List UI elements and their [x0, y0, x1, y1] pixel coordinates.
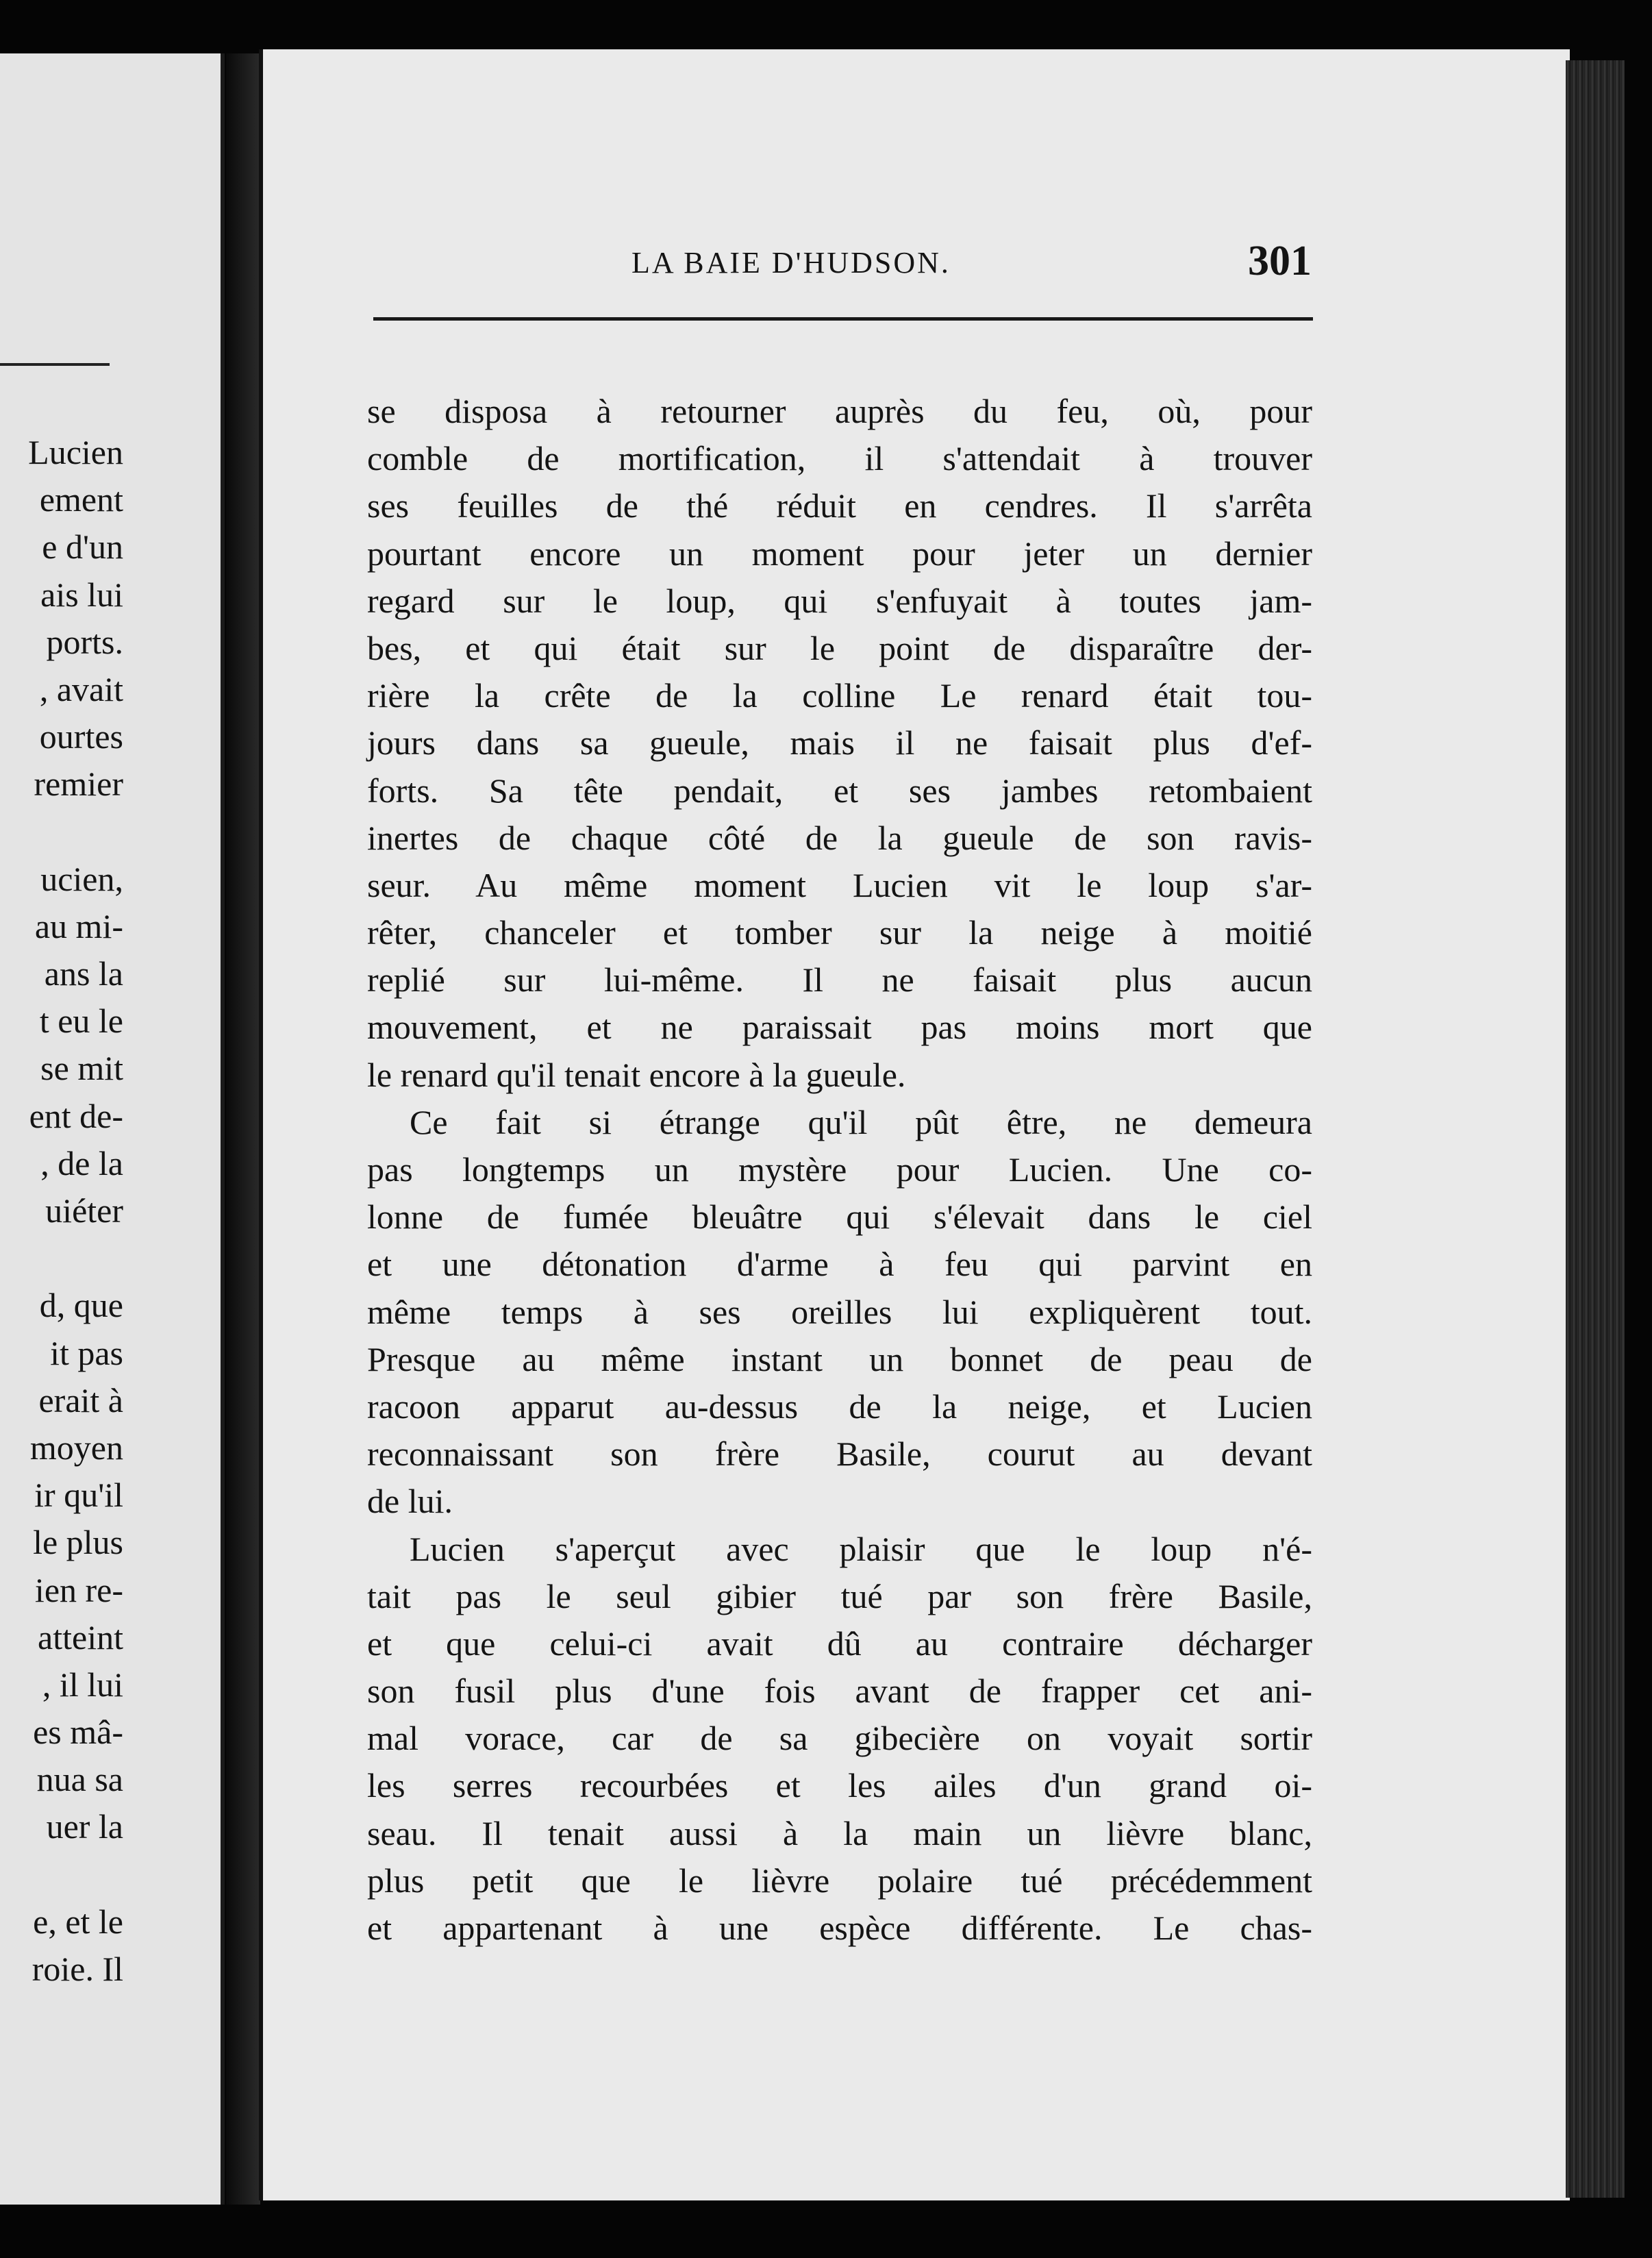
facing-line: ent de- [29, 1096, 123, 1135]
facing-page-fragment [0, 53, 225, 2205]
facing-line: , de la [40, 1143, 123, 1182]
facing-page-rule [0, 363, 110, 366]
facing-line: atteint [38, 1617, 123, 1657]
facing-line: t eu le [39, 1002, 123, 1041]
text-line: les serres recourbées et les ailes d'un grand oi- [367, 1766, 1312, 1805]
text-line: se disposa à retourner auprès du feu, où, pour [367, 392, 1312, 430]
facing-line: au mi- [34, 906, 123, 945]
facing-line: ement [39, 480, 123, 519]
facing-line: d, que [39, 1286, 123, 1325]
text-line: pourtant encore un moment pour jeter un dernier [367, 534, 1312, 573]
running-title: LA BAIE D'HUDSON. [631, 246, 951, 280]
text-line: comble de mortification, il s'attendait à trouver [367, 439, 1312, 478]
facing-line: roie. Il [32, 1950, 123, 1988]
facing-line: ans la [44, 954, 123, 993]
facing-line: ien re- [34, 1570, 123, 1609]
facing-line: Lucien [28, 433, 123, 471]
facing-line: it pas [50, 1333, 123, 1372]
text-line: Ce fait si étrange qu'il pût être, ne demeura [410, 1102, 1312, 1141]
page-number: 301 [1248, 238, 1312, 284]
text-line: seur. Au même moment Lucien vit le loup s'ar- [367, 865, 1312, 904]
text-line: regard sur le loup, qui s'enfuyait à toutes jam- [367, 581, 1312, 620]
text-line: racoon apparut au-dessus de la neige, et Lucien [367, 1387, 1312, 1426]
text-line: replié sur lui-même. Il ne faisait plus aucun [367, 960, 1312, 1000]
text-line: ses feuilles de thé réduit en cendres. Il s'arrêta [367, 486, 1312, 525]
facing-line: uer la [46, 1807, 123, 1846]
facing-line: ais lui [40, 575, 123, 614]
text-line: et appartenant à une espèce différente. Le chas- [367, 1909, 1312, 1947]
text-line: le renard qu'il tenait encore à la gueule. [367, 1055, 906, 1094]
facing-line [28, 1851, 123, 1898]
facing-line: , avait [39, 669, 123, 708]
book-gutter [226, 53, 260, 2205]
facing-line: ir qu'il [34, 1476, 123, 1515]
text-line: tait pas le seul gibier tué par son frère Basile, [367, 1576, 1312, 1615]
header-rule [373, 317, 1313, 321]
text-line: mal vorace, car de sa gibecière on voyait sortir [367, 1719, 1312, 1758]
text-line: rêter, chanceler et tomber sur la neige à moitié [367, 913, 1312, 952]
facing-line: moyen [29, 1428, 123, 1467]
text-line: Lucien s'aperçut avec plaisir que le loup n'é- [410, 1529, 1312, 1568]
facing-line [28, 808, 123, 856]
text-line: seau. Il tenait aussi à la main un lièvre blanc, [367, 1813, 1312, 1852]
page-edges [1566, 60, 1625, 2198]
facing-line: erait à [38, 1380, 123, 1419]
facing-line: e, et le [33, 1902, 123, 1941]
text-line: pas longtemps un mystère pour Lucien. Une co- [367, 1150, 1312, 1189]
text-line: son fusil plus d'une fois avant de frapper cet ani- [367, 1672, 1312, 1711]
facing-line: e d'un [42, 528, 123, 567]
facing-line: remier [34, 765, 123, 804]
text-line: forts. Sa tête pendait, et ses jambes retombaient [367, 771, 1312, 810]
facing-line: uiéter [45, 1191, 123, 1230]
facing-line [28, 1235, 123, 1282]
facing-page-text [28, 429, 123, 1993]
facing-line: , il lui [42, 1665, 123, 1704]
facing-line: se mit [40, 1049, 123, 1088]
text-line: et que celui-ci avait dû au contraire décharger [367, 1624, 1312, 1663]
facing-line: ucien, [40, 859, 123, 898]
text-line: même temps à ses oreilles lui expliquèrent tout. [367, 1292, 1312, 1331]
text-line: mouvement, et ne paraissait pas moins mort que [367, 1008, 1312, 1047]
body-text [367, 388, 1312, 1952]
text-line: jours dans sa gueule, mais il ne faisait plus d'ef- [367, 723, 1312, 762]
text-line: Presque au même instant un bonnet de peau de [367, 1339, 1312, 1378]
text-line: inertes de chaque côté de la gueule de son ravis- [367, 818, 1312, 857]
facing-line: nua sa [36, 1760, 123, 1799]
facing-line: le plus [33, 1523, 123, 1562]
text-line: et une détonation d'arme à feu qui parvint en [367, 1245, 1312, 1284]
text-line: lonne de fumée bleuâtre qui s'élevait dans le ciel [367, 1198, 1312, 1237]
facing-line: ourtes [39, 717, 123, 756]
text-line: plus petit que le lièvre polaire tué précédemment [367, 1861, 1312, 1900]
text-line: bes, et qui était sur le point de disparaître der- [367, 628, 1312, 667]
text-line: de lui. [367, 1482, 453, 1521]
text-line: reconnaissant son frère Basile, courut au devant [367, 1435, 1312, 1474]
text-line: rière la crête de la colline Le renard était tou- [367, 676, 1312, 715]
facing-line: es mâ- [33, 1713, 123, 1752]
facing-line: ports. [46, 622, 123, 661]
